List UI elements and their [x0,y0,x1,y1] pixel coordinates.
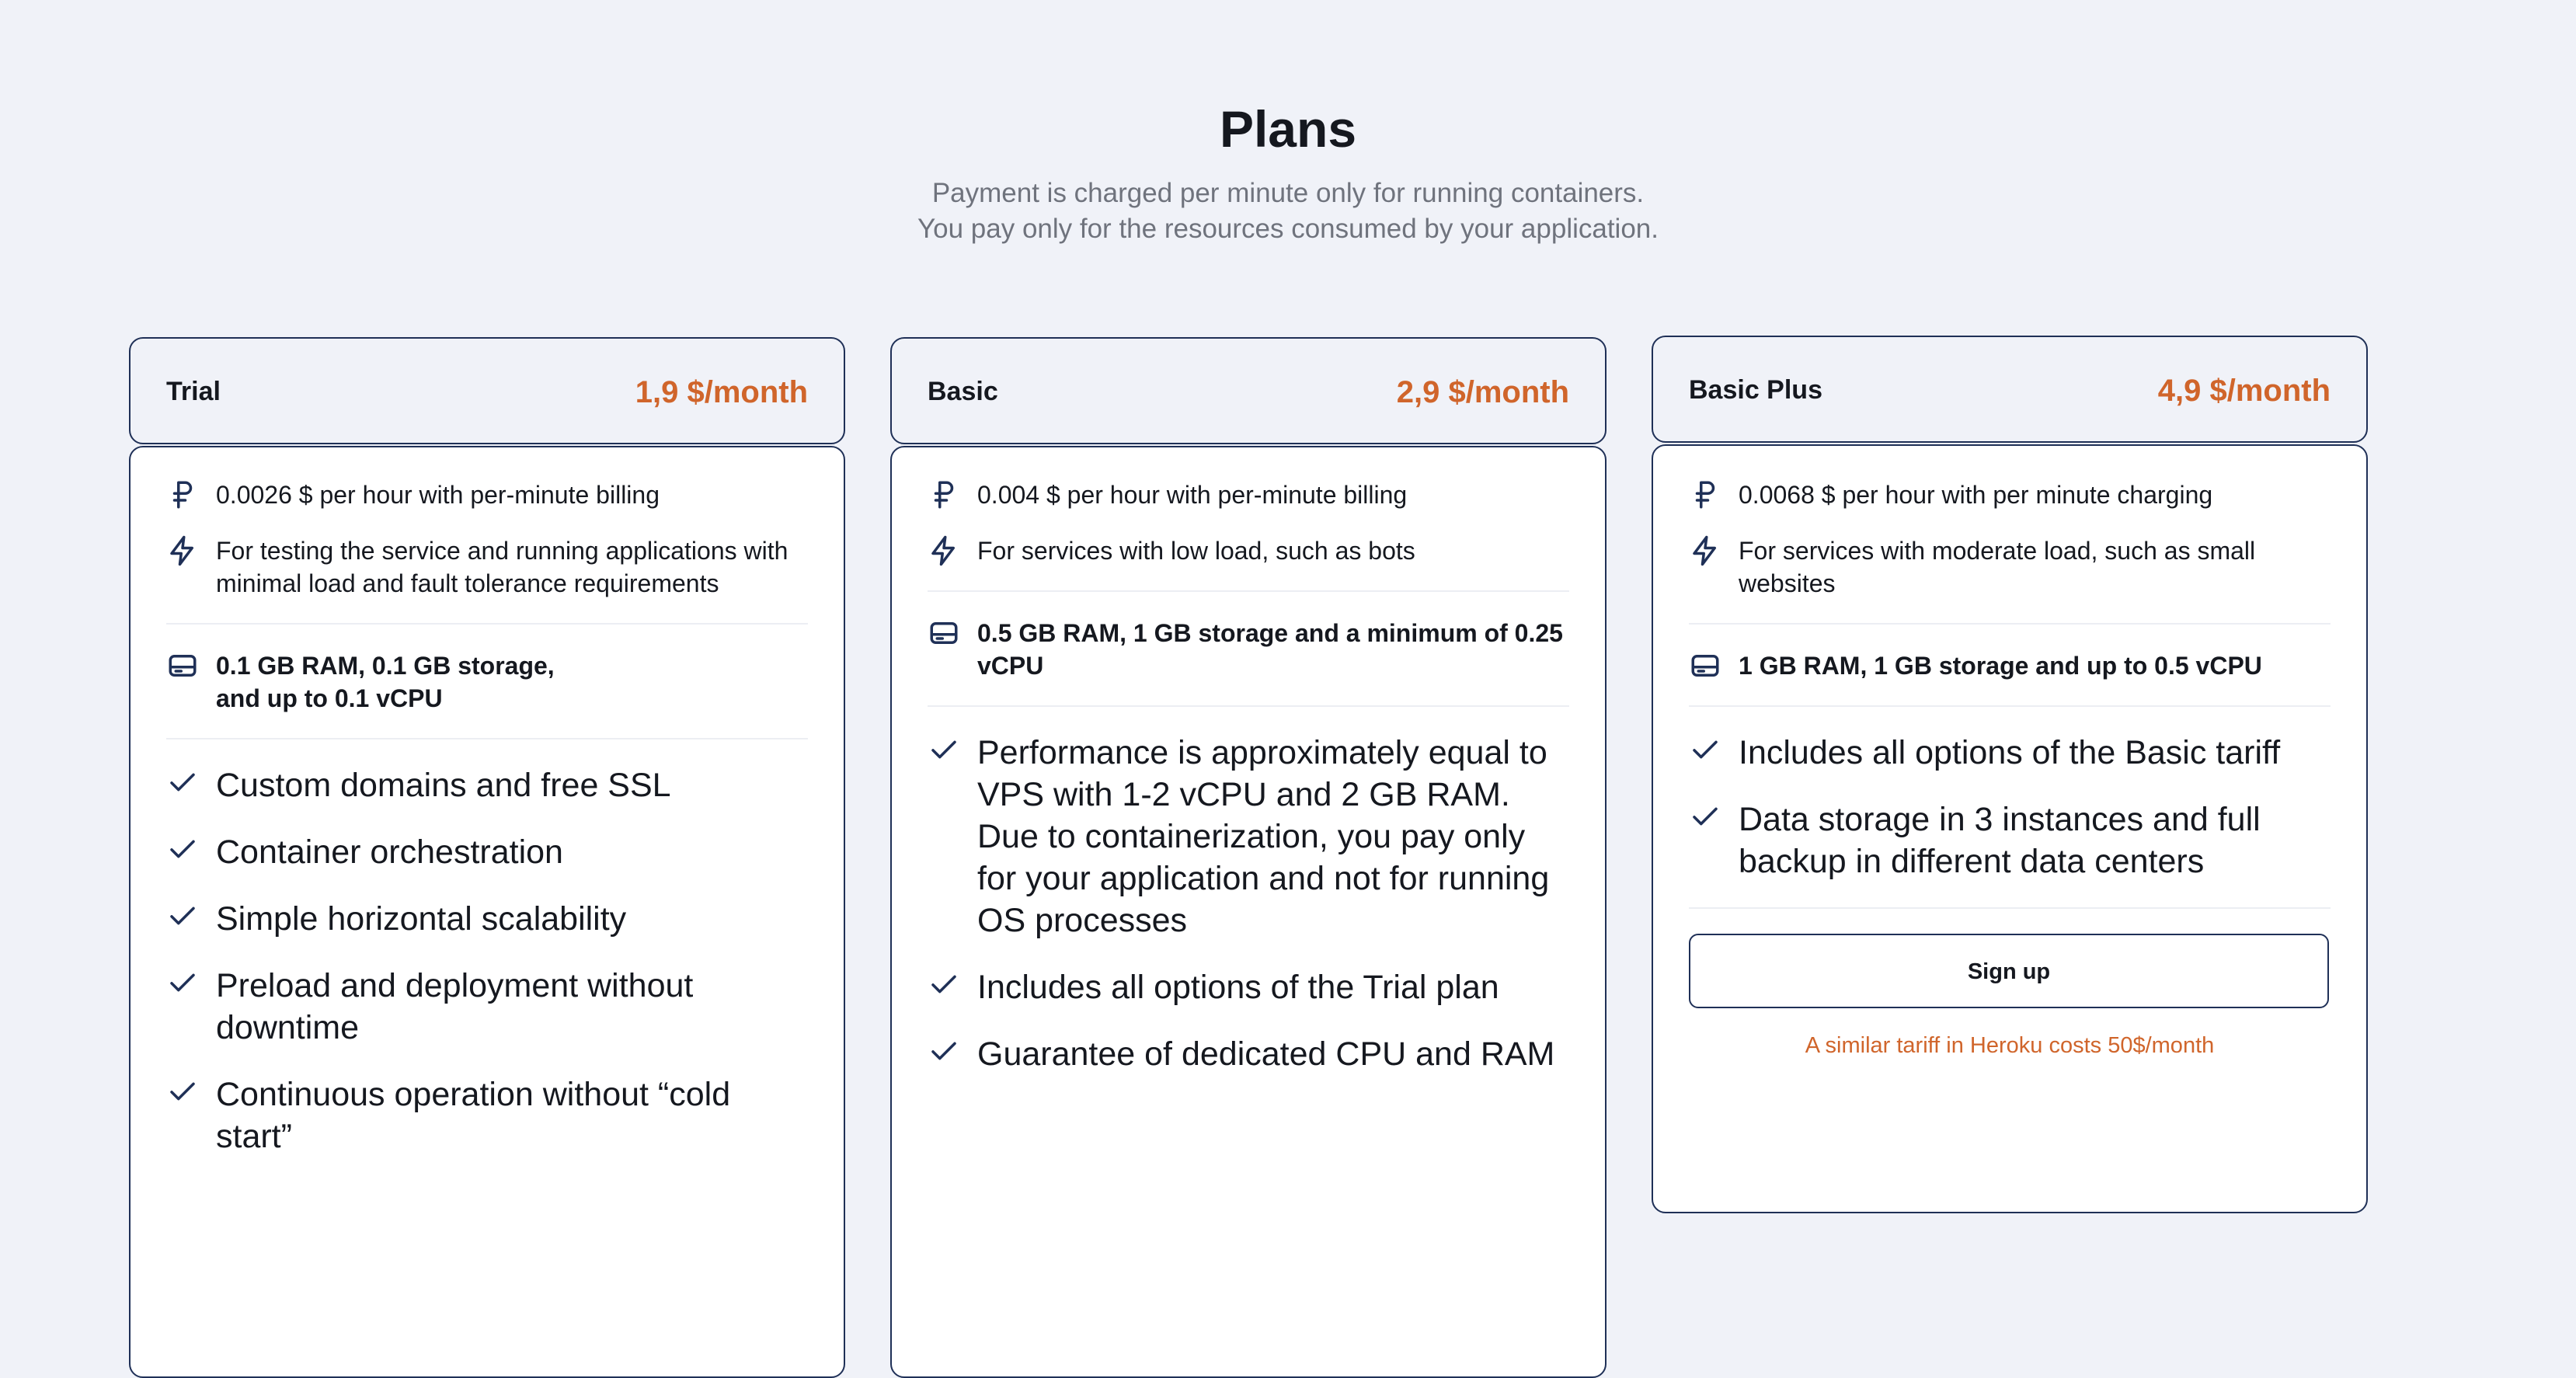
feature-item [928,966,1569,1008]
plan-name: Basic Plus [1689,375,1822,405]
page-subtitle-line-2: You pay only for the resources consumed by your application. [917,214,1659,244]
feature-item [166,965,808,1049]
usage-info [1689,534,2331,600]
divider [1689,705,2331,707]
usage-text: For testing the service and running applications with minimal load and fault tolerance requirements [216,537,788,597]
divider [166,738,808,739]
page-title: Plans [1219,100,1357,158]
page-subtitle-line-1: Payment is charged per minute only for running containers. [931,178,1645,208]
plan-header [1652,336,2368,443]
ruble-icon [928,478,960,511]
check-icon [928,1035,960,1067]
divider [928,705,1569,707]
feature-text: Container orchestration [216,833,563,871]
divider [1689,623,2331,625]
plan-body [1652,444,2368,1213]
feature-text: Includes all options of the Trial plan [977,969,1499,1006]
feature-item [928,732,1569,941]
check-icon [166,966,199,999]
ruble-icon [166,478,199,511]
resources-line-2: and up to 0.1 vCPU [216,684,443,712]
check-icon [166,900,199,932]
sign-up-button[interactable]: Sign up [1689,934,2329,1008]
feature-text: Guarantee of dedicated CPU and RAM [977,1035,1555,1073]
usage-text: For services with low load, such as bots [977,537,1415,565]
plan-body [890,446,1607,1378]
plan-body [129,446,845,1378]
plan-card-basic [890,337,1607,1378]
billing-info [166,478,808,511]
resources-info [928,617,1569,682]
check-icon [166,766,199,799]
resources-text: 1 GB RAM, 1 GB storage and up to 0.5 vCPU [1739,652,2262,680]
billing-text: 0.0026 $ per hour with per-minute billing [216,481,660,509]
feature-text: Simple horizontal scalability [216,900,627,938]
usage-info [166,534,808,600]
usage-info [928,534,1569,567]
feature-item [166,831,808,873]
check-icon [166,1075,199,1108]
lightning-icon [166,534,199,567]
feature-text: Includes all options of the Basic tariff [1739,734,2281,771]
usage-text: For services with moderate load, such as small websites [1739,537,2256,597]
hard-drive-icon [166,649,199,682]
resources-info [166,649,808,715]
heroku-comparison-note: A similar tariff in Heroku costs 50$/month [1805,1033,2215,1058]
plan-price: 1,9 $/month [635,375,808,409]
check-icon [1689,800,1721,833]
plan-header [129,337,845,444]
check-icon [1689,733,1721,766]
lightning-icon [1689,534,1721,567]
resources-info [1689,649,2331,682]
divider [928,590,1569,592]
feature-text: Preload and deployment without downtime [216,967,694,1046]
plan-card-basic-plus [1652,336,2368,1213]
feature-item [928,1033,1569,1075]
resources-line-1: 0.1 GB RAM, 0.1 GB storage, [216,652,555,680]
billing-text: 0.0068 $ per hour with per minute charging [1739,481,2213,509]
feature-item [166,764,808,806]
resources-text: 0.5 GB RAM, 1 GB storage and a minimum of 0.25 vCPU [977,619,1563,680]
check-icon [928,733,960,766]
check-icon [166,833,199,865]
plan-header [890,337,1607,444]
feature-text: Performance is approximately equal to VPS with 1-2 vCPU and 2 GB RAM. Due to containerization, you pay only for your application and not for running OS processes [977,734,1550,939]
plan-card-trial [129,337,845,1378]
hard-drive-icon [1689,649,1721,682]
billing-info [928,478,1569,511]
plan-price: 4,9 $/month [2157,374,2331,408]
feature-text: Data storage in 3 instances and full backup in different data centers [1739,801,2261,880]
divider [1689,907,2331,909]
feature-item [166,898,808,940]
billing-text: 0.004 $ per hour with per-minute billing [977,481,1408,509]
feature-text: Custom domains and free SSL [216,767,671,804]
feature-item [166,1074,808,1157]
ruble-icon [1689,478,1721,511]
resources-text [216,649,555,715]
divider [166,623,808,625]
feature-item [1689,799,2331,882]
lightning-icon [928,534,960,567]
plan-name: Trial [166,377,221,406]
billing-info [1689,478,2331,511]
plan-price: 2,9 $/month [1396,375,1569,409]
feature-text: Continuous operation without “cold start” [216,1076,731,1155]
hard-drive-icon [928,617,960,649]
check-icon [928,968,960,1000]
feature-item [1689,732,2331,774]
plan-name: Basic [928,377,998,406]
